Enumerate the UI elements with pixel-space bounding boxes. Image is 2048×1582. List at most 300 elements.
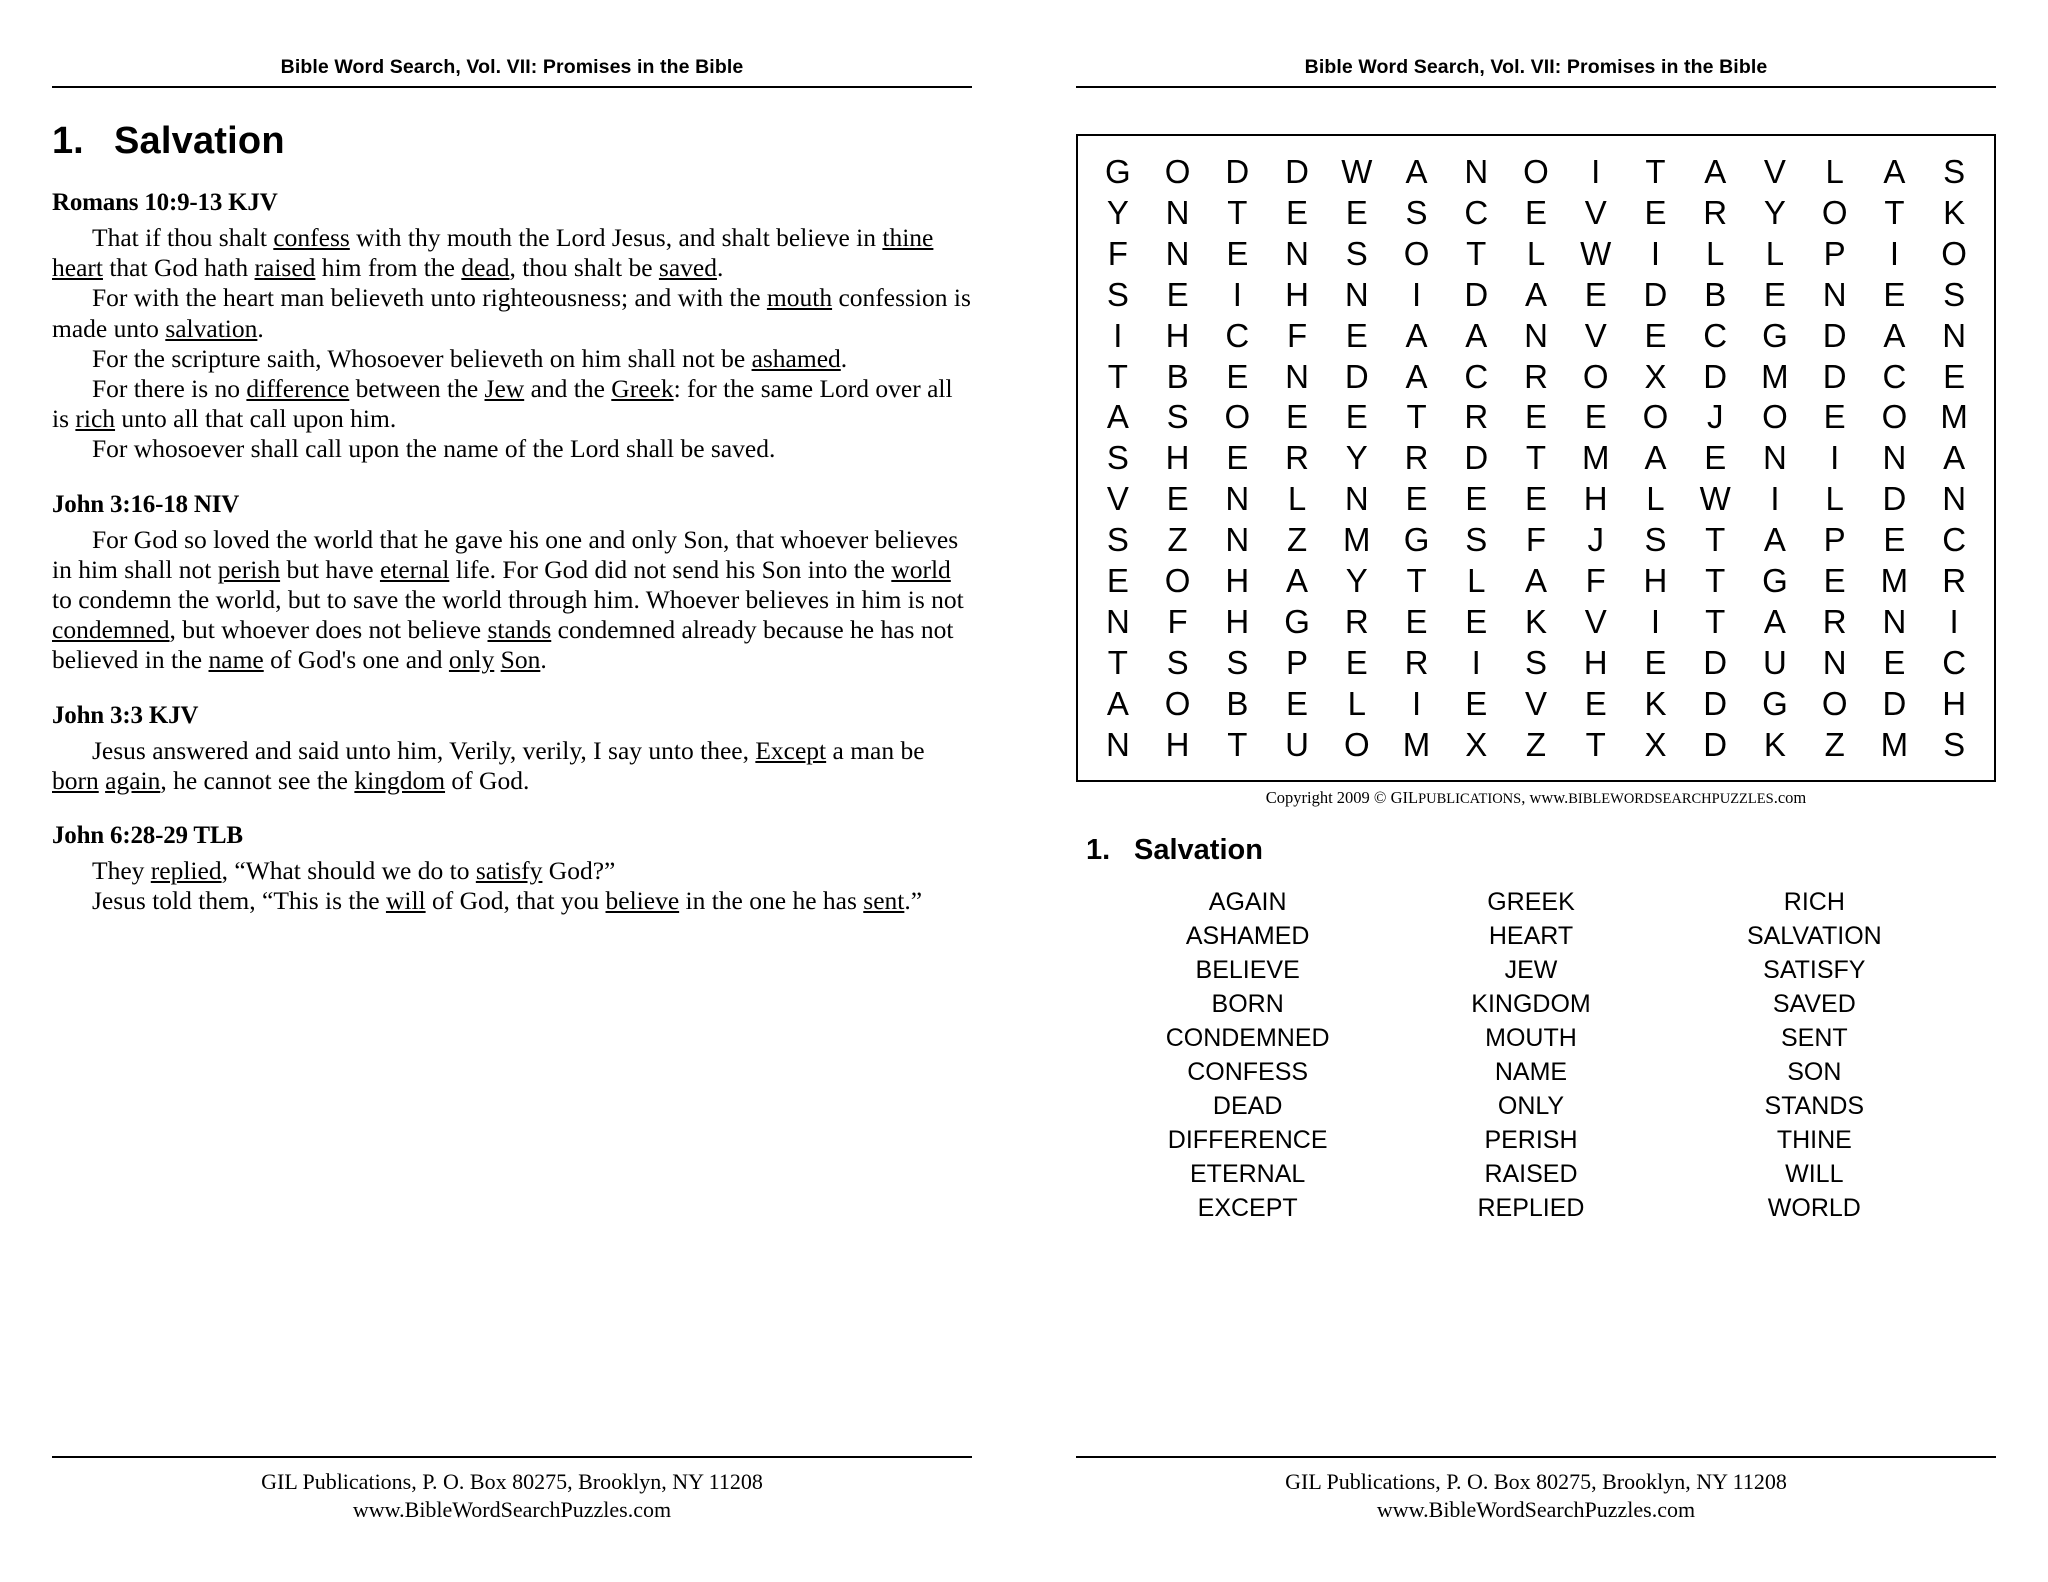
grid-cell[interactable]: E [1584,398,1607,436]
grid-cell[interactable]: V [1584,193,1607,231]
grid-cell[interactable]: I [1650,602,1661,640]
copyright-site-tld: .com [1773,787,1807,807]
grid-cell[interactable]: A [1943,439,1966,477]
word-list-item: MOUTH [1485,1023,1577,1052]
footer-website: www.BibleWordSearchPuzzles.com [352,1496,672,1522]
grid-cell[interactable]: S [1106,439,1129,477]
grid-cell[interactable]: D [1882,684,1907,722]
grid-cell[interactable]: O [1881,398,1908,436]
word-list-item: CONFESS [1187,1057,1309,1086]
scripture-paragraph: For with the heart man believeth unto righteousness; and with the mouth confession is made unto salvation. [52,283,971,343]
grid-cell[interactable]: D [1822,316,1847,354]
word-list-item: ONLY [1497,1091,1565,1120]
grid-cell[interactable]: G [1762,562,1788,600]
grid-cell[interactable]: G [1403,521,1430,559]
word-list-item: DEAD [1212,1091,1283,1120]
grid-cell[interactable]: A [1883,316,1906,354]
puzzle-number: 1. [52,120,84,162]
grid-cell[interactable]: S [1106,521,1129,559]
grid-cell[interactable]: O [1821,684,1848,722]
grid-cell[interactable]: P [1823,234,1846,272]
grid-cell[interactable]: S [1106,275,1129,313]
grid-cell[interactable]: T [1525,439,1547,477]
copyright-line [1076,788,1996,808]
grid-cell[interactable]: I [1232,275,1242,313]
grid-cell[interactable]: M [1880,562,1909,600]
word-list-item: BORN [1211,989,1284,1018]
grid-cell[interactable]: H [1165,439,1190,477]
grid-cell[interactable]: S [1524,643,1547,681]
grid-cell[interactable]: F [1585,562,1606,600]
grid-cell[interactable]: O [1523,153,1549,190]
right-page [1024,0,2048,1582]
word-list-item: PERISH [1484,1125,1578,1154]
puzzle-title-text: Salvation [114,120,285,162]
grid-cell[interactable]: S [1345,234,1368,272]
word-list-item: SENT [1780,1023,1848,1052]
grid-cell[interactable]: M [1343,521,1371,559]
word-list-item: HEART [1488,921,1574,950]
grid-cell[interactable]: S [1644,521,1667,559]
grid-cell[interactable]: O [1582,357,1609,395]
grid-cell[interactable]: X [1644,357,1667,395]
grid-cell[interactable]: S [1166,643,1189,681]
grid-cell[interactable]: N [1942,316,1967,354]
grid-cell[interactable]: E [1286,193,1309,231]
word-list-item: CONDEMNED [1165,1023,1330,1052]
grid-cell[interactable]: I [1949,602,1959,640]
grid-cell[interactable]: N [1225,480,1250,518]
word-list-item: RICH [1783,887,1845,916]
grid-cell[interactable]: A [1763,521,1786,559]
grid-cell[interactable]: A [1286,562,1309,600]
grid-cell[interactable]: E [1704,439,1727,477]
grid-cell[interactable]: P [1823,521,1846,559]
grid-cell[interactable]: D [1464,439,1489,477]
scripture-reference: John 3:3 KJV [52,701,199,729]
grid-cell[interactable]: D [1643,275,1668,313]
grid-cell[interactable]: C [1942,521,1967,559]
grid-cell[interactable]: X [1644,725,1667,763]
word-list-item: KINGDOM [1471,989,1591,1018]
word-list-item: STANDS [1764,1091,1865,1120]
grid-cell[interactable]: T [1705,602,1726,640]
grid-cell[interactable]: V [1106,480,1129,518]
grid-cell[interactable]: S [1943,275,1966,313]
grid-cell[interactable]: Z [1286,521,1308,559]
grid-cell[interactable]: E [1883,275,1906,313]
grid-cell[interactable]: D [1703,684,1728,722]
grid-cell[interactable]: E [1763,275,1786,313]
grid-cell[interactable]: C [1942,643,1967,681]
grid-cell[interactable]: S [1405,193,1428,231]
grid-cell[interactable]: L [1765,234,1785,272]
grid-cell[interactable]: W [1699,480,1731,518]
grid-cell[interactable]: O [1403,234,1430,272]
grid-cell[interactable]: T [1585,725,1606,763]
grid-cell[interactable]: E [1823,562,1846,600]
grid-cell[interactable]: D [1822,357,1847,395]
grid-cell[interactable]: M [1402,725,1431,763]
grid-cell[interactable]: V [1763,153,1786,190]
running-head-left: Bible Word Search, Vol. VII: Promises in the Bible [52,56,972,88]
grid-cell[interactable]: E [1345,398,1368,436]
grid-cell[interactable]: E [1286,684,1309,722]
grid-cell[interactable]: L [1467,562,1486,600]
grid-cell[interactable]: N [1822,643,1847,681]
scripture-paragraph: Jesus told them, “This is the will of God, that you believe in the one he has sent.” [92,886,923,916]
footer-website: www.BibleWordSearchPuzzles.com [1376,1496,1696,1522]
grid-cell[interactable]: E [1644,316,1667,354]
grid-cell[interactable]: I [1770,480,1780,518]
scripture-paragraph: For the scripture saith, Whosoever believeth on him shall not be ashamed. [92,343,848,373]
grid-cell[interactable]: T [1107,643,1128,681]
grid-cell[interactable]: I [1591,153,1601,190]
grid-cell[interactable]: A [1883,153,1906,190]
copyright-prefix: Copyright 2009 © GIL [1265,787,1419,807]
grid-cell[interactable]: G [1762,684,1788,722]
word-list-item: REPLIED [1477,1193,1585,1222]
grid-cell[interactable]: S [1943,153,1966,190]
grid-cell[interactable]: D [1285,153,1309,190]
grid-cell[interactable]: D [1703,643,1728,681]
grid-cell[interactable]: K [1763,725,1786,763]
grid-cell[interactable]: L [1706,234,1725,272]
grid-cell[interactable]: E [1644,193,1667,231]
grid-cell[interactable]: I [1650,234,1661,272]
grid-cell[interactable]: N [1165,193,1190,231]
grid-cell[interactable]: R [1344,602,1369,640]
footer-left [52,1456,972,1524]
grid-cell[interactable]: E [1584,684,1607,722]
grid-cell[interactable]: W [1341,153,1373,190]
grid-cell[interactable]: R [1703,193,1728,231]
word-list-item: EXCEPT [1197,1193,1298,1222]
footer-address: GIL Publications, P. O. Box 80275, Brooklyn, NY 11208 [261,1468,763,1494]
grid-cell[interactable]: E [1405,602,1428,640]
grid-cell[interactable]: H [1643,562,1668,600]
grid-cell[interactable]: E [1226,439,1249,477]
grid-cell[interactable]: T [1227,193,1248,231]
grid-cell[interactable]: E [1465,480,1488,518]
grid-cell[interactable]: G [1284,602,1310,640]
grid-cell[interactable]: Z [1824,725,1845,763]
grid-cell[interactable]: B [1704,275,1727,313]
grid-cell[interactable]: O [1642,398,1669,436]
grid-cell[interactable]: S [1166,398,1189,436]
grid-cell[interactable]: A [1405,153,1428,190]
grid-cell[interactable]: E [1465,602,1488,640]
grid-cell[interactable]: X [1465,725,1488,763]
grid-cell[interactable]: L [1825,153,1844,190]
grid-cell[interactable]: N [1105,602,1130,640]
grid-cell[interactable]: C [1464,357,1489,395]
grid-cell[interactable]: Z [1525,725,1547,763]
word-list-item: NAME [1494,1057,1568,1086]
grid-cell[interactable]: F [1286,316,1308,354]
grid-cell[interactable]: E [1524,193,1547,231]
word-list-item: WILL [1785,1159,1844,1188]
grid-cell[interactable]: K [1644,684,1667,722]
running-head-right: Bible Word Search, Vol. VII: Promises in the Bible [1076,56,1996,88]
grid-cell[interactable]: A [1405,316,1428,354]
grid-cell[interactable]: R [1942,562,1967,600]
word-list-column [1106,885,1389,1225]
grid-cell[interactable]: T [1107,357,1128,395]
scripture-reference: Romans 10:9-13 KJV [52,189,278,216]
grid-cell[interactable]: D [1464,275,1489,313]
word-list-item: SATISFY [1763,955,1866,984]
grid-cell[interactable]: E [1943,357,1966,395]
grid-cell[interactable]: H [1165,316,1190,354]
grid-cell[interactable]: Y [1345,562,1368,600]
grid-cell[interactable]: V [1524,684,1547,722]
grid-cell[interactable]: F [1525,521,1547,559]
grid-cell[interactable]: H [1165,725,1190,763]
grid-cell[interactable]: T [1227,725,1248,763]
grid-cell[interactable]: L [1526,234,1546,272]
grid-cell[interactable]: N [1822,275,1847,313]
grid-cell[interactable]: A [1524,562,1547,600]
grid-cell[interactable]: I [1830,439,1840,477]
grid-cell[interactable]: H [1285,275,1309,313]
grid-cell[interactable]: O [1762,398,1788,436]
scripture-reference: John 3:16-18 NIV [52,490,240,518]
grid-cell[interactable]: E [1166,275,1189,313]
grid-cell[interactable]: M [1940,398,1968,436]
grid-cell[interactable]: K [1943,193,1966,231]
grid-cell[interactable]: D [1703,357,1728,395]
grid-cell[interactable]: G [1105,153,1131,190]
grid-cell[interactable]: T [1466,234,1487,272]
grid-cell[interactable]: V [1584,602,1607,640]
grid-cell[interactable]: M [1581,439,1610,477]
word-list-item: DIFFERENCE [1167,1125,1328,1154]
grid-cell[interactable]: R [1285,439,1309,477]
grid-cell[interactable]: H [1942,684,1967,722]
grid-cell[interactable]: C [1464,193,1489,231]
grid-cell[interactable]: N [1763,439,1787,477]
scripture-body [52,223,972,465]
grid-cell[interactable]: C [1225,316,1250,354]
grid-cell[interactable]: W [1580,234,1612,272]
scripture-paragraph: They replied, “What should we do to satisfy God?” [92,856,616,886]
word-list-item: GREEK [1487,887,1575,916]
grid-cell[interactable]: A [1763,602,1786,640]
grid-cell[interactable]: N [1882,439,1907,477]
grid-cell[interactable]: J [1587,521,1604,559]
grid-cell[interactable]: S [1226,643,1249,681]
grid-cell[interactable]: V [1584,316,1607,354]
scripture-paragraph: That if thou shalt confess with thy mouth the Lord Jesus, and shalt believe in thine heart that God hath raised him from the dead, thou shalt be saved. [52,223,934,283]
grid-cell[interactable]: D [1225,153,1250,190]
grid-cell[interactable]: E [1345,316,1368,354]
word-list-item: SALVATION [1746,921,1882,950]
grid-cell[interactable]: S [1465,521,1488,559]
grid-cell[interactable]: T [1406,562,1427,600]
word-list-item: RAISED [1484,1159,1578,1188]
grid-cell[interactable]: E [1524,480,1547,518]
grid-cell[interactable]: T [1705,521,1726,559]
scripture-paragraph: For whosoever shall call upon the name of the Lord shall be saved. [92,434,776,464]
grid-cell[interactable]: L [1825,480,1844,518]
grid-cell[interactable]: N [1942,480,1967,518]
word-list-column [1389,885,1672,1225]
word-list-item: ETERNAL [1190,1159,1306,1188]
grid-cell[interactable]: O [1164,562,1191,600]
grid-cell[interactable]: Y [1106,193,1129,231]
word-list-column [1673,885,1956,1225]
grid-cell[interactable]: T [1884,193,1905,231]
grid-cell[interactable]: T [1645,153,1666,190]
grid-cell[interactable]: O [1941,234,1967,272]
grid-cell[interactable]: O [1164,153,1191,190]
grid-cell[interactable]: A [1465,316,1488,354]
grid-cell[interactable]: A [1405,357,1428,395]
grid-cell[interactable]: A [1644,439,1667,477]
grid-cell[interactable]: F [1107,234,1128,272]
grid-cell[interactable]: N [1882,602,1907,640]
grid-cell[interactable]: S [1943,725,1966,763]
grid-cell[interactable]: E [1644,643,1667,681]
grid-cell[interactable]: E [1883,521,1906,559]
scripture-body [52,525,972,676]
grid-cell[interactable]: N [1464,153,1489,190]
grid-cell[interactable]: E [1584,275,1607,313]
grid-cell[interactable]: N [1225,521,1250,559]
grid-cell[interactable]: H [1225,562,1250,600]
grid-cell[interactable]: E [1226,234,1249,272]
word-list-item: AGAIN [1208,887,1287,916]
grid-cell[interactable]: R [1464,398,1489,436]
grid-cell[interactable]: N [1344,275,1369,313]
grid-cell[interactable]: R [1404,643,1429,681]
grid-cell[interactable]: H [1225,602,1250,640]
word-list-number: 1. [1086,833,1111,866]
grid-cell[interactable]: J [1706,398,1724,436]
word-search-grid-container[interactable] [1076,134,1996,782]
grid-cell[interactable]: E [1106,562,1129,600]
grid-cell[interactable]: B [1166,357,1189,395]
grid-cell[interactable]: D [1703,725,1728,763]
grid-cell[interactable]: B [1226,684,1249,722]
grid-cell[interactable]: A [1524,275,1547,313]
scripture-reference: John 6:28-29 TLB [52,822,243,850]
grid-cell[interactable]: I [1889,234,1899,272]
grid-cell[interactable]: M [1880,725,1909,763]
scripture-body [52,736,972,796]
copyright-suffix: , www. [1521,787,1569,807]
word-list-item: SAVED [1772,989,1856,1018]
grid-cell[interactable]: N [1165,234,1190,272]
grid-cell[interactable]: C [1882,357,1907,395]
word-list [1076,885,1996,1225]
grid-cell[interactable]: P [1286,643,1309,681]
grid-cell[interactable]: U [1285,725,1309,763]
grid-cell[interactable]: L [1287,480,1307,518]
footer-right [1076,1456,1996,1524]
grid-cell[interactable]: M [1761,357,1789,395]
grid-cell[interactable]: K [1524,602,1547,640]
grid-cell[interactable]: F [1167,602,1188,640]
grid-cell[interactable]: E [1345,643,1368,681]
grid-cell[interactable]: N [1285,234,1309,272]
grid-cell[interactable]: N [1105,725,1130,763]
page-title [52,120,972,163]
scripture-body [52,856,972,916]
grid-cell[interactable]: R [1822,602,1847,640]
grid-cell[interactable]: D [1882,480,1907,518]
scripture-passages [52,189,972,916]
scripture-paragraph: Jesus answered and said unto him, Verily, verily, I say unto thee, Except a man be born again, he cannot see the kingdom of God. [52,735,925,795]
word-list-item: WORLD [1767,1193,1861,1222]
word-list-item: THINE [1776,1125,1852,1154]
grid-cell[interactable]: Y [1345,439,1368,477]
grid-cell[interactable]: E [1823,398,1846,436]
grid-cell[interactable]: H [1583,643,1608,681]
grid-cell[interactable]: R [1404,439,1429,477]
grid-cell[interactable]: U [1763,643,1787,681]
grid-cell[interactable]: N [1285,357,1309,395]
grid-cell[interactable]: A [1106,684,1129,722]
grid-cell[interactable]: I [1411,275,1422,313]
word-list-item: JEW [1504,955,1558,984]
footer-address: GIL Publications, P. O. Box 80275, Brooklyn, NY 11208 [1285,1468,1787,1494]
grid-cell[interactable]: A [1106,398,1129,436]
grid-cell[interactable]: Y [1763,193,1786,231]
grid-cell[interactable]: O [1343,725,1370,763]
grid-cell[interactable]: E [1286,398,1309,436]
word-search-grid[interactable] [1088,152,1984,766]
grid-cell[interactable]: N [1524,316,1548,354]
grid-cell[interactable]: O [1164,684,1191,722]
grid-cell[interactable]: E [1345,193,1368,231]
grid-cell[interactable]: T [1406,398,1427,436]
grid-cell[interactable]: I [1471,643,1481,681]
grid-cell[interactable]: T [1705,562,1726,600]
grid-cell[interactable]: D [1344,357,1369,395]
word-list-item: SON [1787,1057,1842,1086]
word-list-item: ASHAMED [1185,921,1310,950]
word-list-heading [1076,834,1996,867]
grid-cell[interactable]: E [1405,480,1428,518]
grid-cell[interactable]: R [1524,357,1548,395]
word-list-item: BELIEVE [1195,955,1300,984]
grid-cell[interactable]: E [1524,398,1547,436]
grid-cell[interactable]: I [1411,684,1422,722]
grid-cell[interactable]: E [1883,643,1906,681]
grid-cell[interactable]: E [1166,480,1189,518]
grid-cell[interactable]: O [1821,193,1848,231]
grid-cell[interactable]: Z [1167,521,1188,559]
grid-cell[interactable]: C [1703,316,1728,354]
copyright-site: BIBLEWORDSEARCHPUZZLES [1568,790,1774,807]
grid-cell[interactable]: H [1583,480,1608,518]
grid-cell[interactable]: E [1465,684,1488,722]
grid-cell[interactable]: O [1224,398,1251,436]
grid-cell[interactable]: E [1226,357,1249,395]
copyright-publisher: PUBLICATIONS [1418,790,1522,807]
scripture-paragraph: For God so loved the world that he gave his one and only Son, that whoever believes in him shall not perish but have eternal life. For God did not send his Son into the world to condemn the world, but to save the world through him. Whoever believes in him is not condemned, but whoever does not believe stands condemned already because he has not believed in the name of God's one and only Son. [52,524,964,675]
grid-cell[interactable]: L [1347,684,1366,722]
grid-cell[interactable]: N [1344,480,1369,518]
word-list-title: Salvation [1134,833,1263,866]
grid-cell[interactable]: A [1704,153,1727,190]
grid-cell[interactable]: G [1762,316,1788,354]
grid-cell[interactable]: L [1646,480,1665,518]
scripture-paragraph: For there is no difference between the Jew and the Greek: for the same Lord over all is rich unto all that call upon him. [52,374,953,434]
grid-cell[interactable]: I [1113,316,1123,354]
